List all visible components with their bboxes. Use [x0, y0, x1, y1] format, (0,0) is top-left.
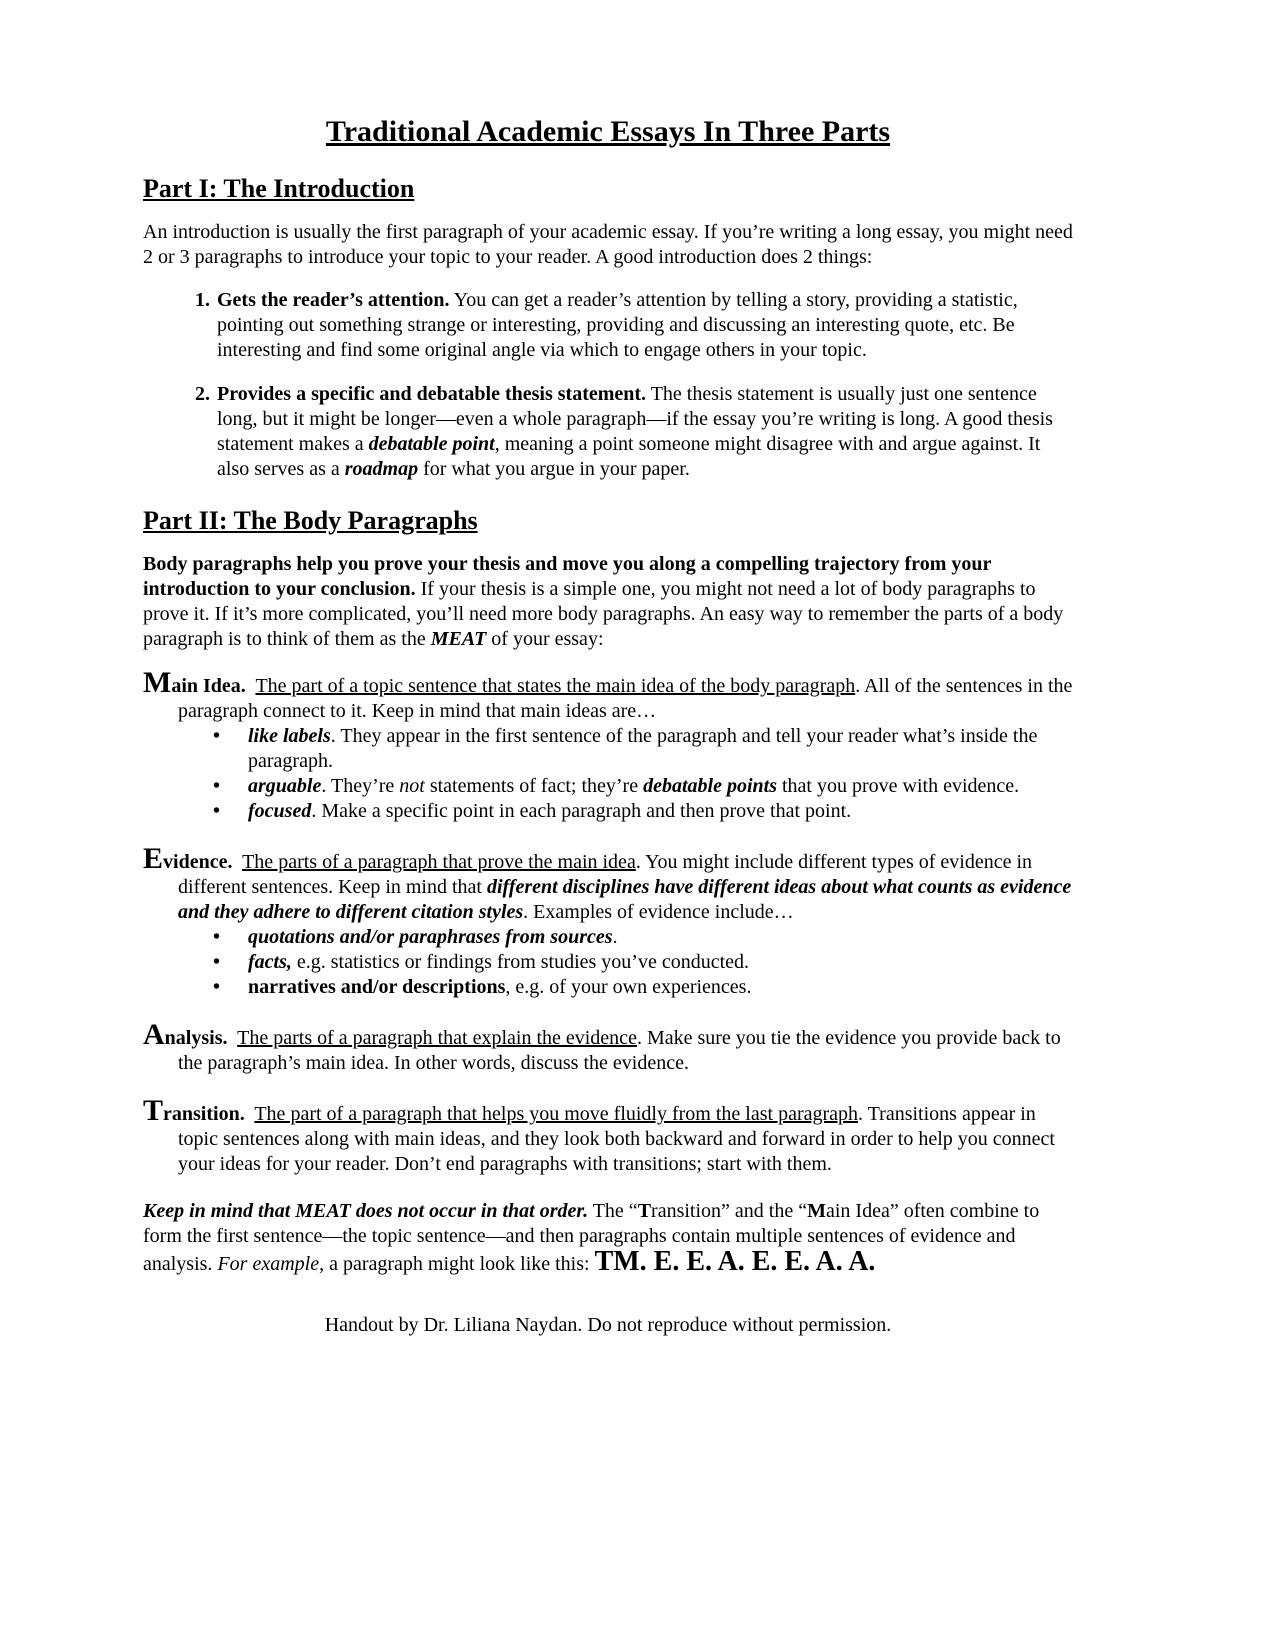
list-item: • focused. Make a specific point in each paragraph and then prove that point.: [213, 799, 1073, 824]
list-item: • like labels. They appear in the first sentence of the paragraph and tell your reader what’s inside the paragraph.: [213, 724, 1073, 774]
document-title: Traditional Academic Essays In Three Parts: [325, 115, 891, 148]
list-item: 2. Provides a specific and debatable thesis statement. The thesis statement is usually just one sentence long, but it might be longer—even a whole paragraph—if the essay you’re writing is long. A good thesis statement makes a debatable point, meaning a point someone might disagree with and argue against. It also serves as a roadmap for what you argue in your paper.: [215, 382, 1073, 482]
closing-paragraph: Keep in mind that MEAT does not occur in that order. The “Transition” and the “Main Idea” often combine to form the first sentence—the topic sentence—and then paragraphs contain multiple sentences of evidence and analysis. For example, a paragraph might look like this: TM. E. E. A. E. E. A. A.: [143, 1200, 1040, 1277]
analysis-section: Analysis. The parts of a paragraph that explain the evidence. Make sure you tie the evidence you provide back to the paragraph’s main idea. In other words, discuss the evidence.: [143, 1018, 1061, 1074]
part2-intro: Body paragraphs help you prove your thesis and move you along a compelling trajectory from your introduction to your conclusion. If your thesis is a simple one, you might not need a lot of body paragraphs to prove it. If it’s more complicated, you’ll need more body paragraphs. An easy way to remember the parts of a body paragraph is to think of them as the MEAT of your essay:: [143, 553, 1064, 650]
part2-heading: Part II: The Body Paragraphs: [143, 506, 478, 535]
list-item: • quotations and/or paraphrases from sources.: [213, 925, 1073, 950]
evidence-bullets: [178, 925, 1073, 1000]
meat-sequence: TM. E. E. A. E. E. A. A.: [594, 1246, 876, 1277]
main-idea-bullets: [178, 724, 1073, 824]
list-item: • arguable. They’re not statements of fact; they’re debatable points that you prove with evidence.: [213, 774, 1073, 799]
intro-list: [143, 288, 1073, 482]
footer-note: Handout by Dr. Liliana Naydan. Do not reproduce without permission.: [324, 1314, 892, 1336]
main-idea-section: Main Idea. The part of a topic sentence that states the main idea of the body paragraph. All of the sentences in the paragraph connect to it. Keep in mind that main ideas are… • like labels. They appear in the first sentence of the paragraph and tell your reader what’s inside the paragraph. • arguable. They’re not statements of fact; they’re debatable points that you prove with evidence. • focused. Make a specific point in each paragraph and then prove that point.: [143, 670, 1073, 824]
evidence-section: Evidence. The parts of a paragraph that prove the main idea. You might include different types of evidence in different sentences. Keep in mind that different disciplines have different ideas about what counts as evidence and they adhere to different citation styles. Examples of evidence include… • quotations and/or paraphrases from sources. • facts, e.g. statistics or findings from studies you’ve conducted. • narratives and/or descriptions, e.g. of your own experiences.: [143, 846, 1073, 1000]
document-page: [143, 112, 1073, 1338]
transition-section: Transition. The part of a paragraph that helps you move fluidly from the last paragraph. Transitions appear in topic sentences along with main ideas, and they look both backward and forward in order to help you connect your ideas for your reader. Don’t end paragraphs with transitions; start with them.: [143, 1094, 1055, 1175]
list-item: • facts, e.g. statistics or findings from studies you’ve conducted.: [213, 950, 1073, 975]
list-item: • narratives and/or descriptions, e.g. of your own experiences.: [213, 975, 1073, 1000]
list-item: 1. Gets the reader’s attention. You can get a reader’s attention by telling a story, providing a statistic, pointing out something strange or interesting, providing and discussing an interesting quote, etc. Be interesting and find some original angle via which to engage others in your topic.: [215, 288, 1073, 363]
part1-heading: Part I: The Introduction: [143, 174, 415, 203]
part1-intro: An introduction is usually the first paragraph of your academic essay. If you’re writing a long essay, you might need 2 or 3 paragraphs to introduce your topic to your reader. A good introduction does 2 things:: [143, 221, 1073, 268]
